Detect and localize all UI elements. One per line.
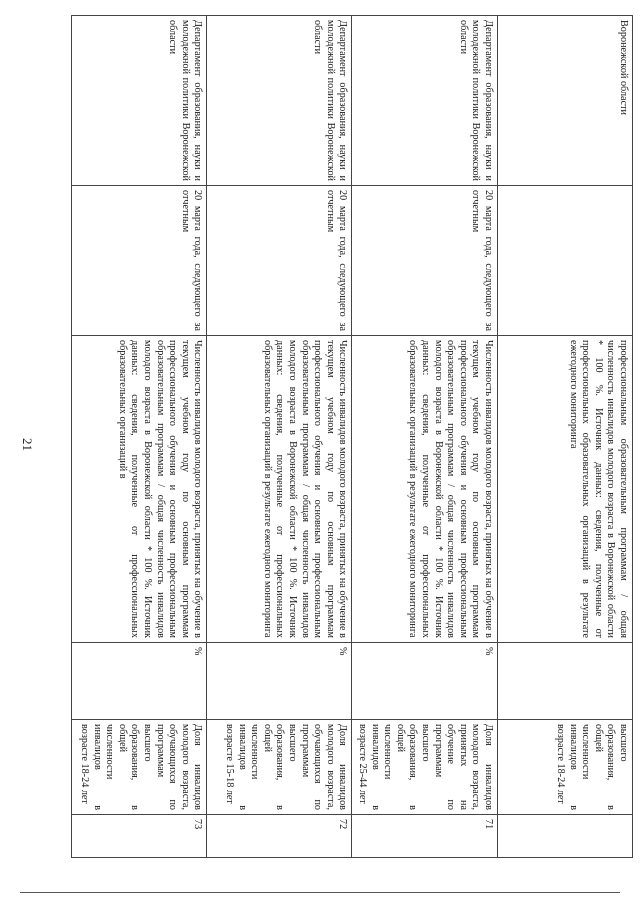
cell-responsible: Департамент образования, науки и молодежной политики Воронежской области bbox=[352, 16, 498, 186]
cell-unit: % bbox=[72, 643, 207, 720]
cell-number: 72 bbox=[207, 815, 352, 858]
table-row bbox=[352, 16, 498, 858]
cell-number: 71 bbox=[352, 815, 498, 858]
page-number: 21 bbox=[20, 438, 35, 451]
cell-number: 73 bbox=[72, 815, 207, 858]
cell-number bbox=[498, 815, 633, 858]
cell-indicator-name: Доля инвалидов молодого возраста, обучающихся по программам высшего образования, в общей численности инвалидов в возрасте 15-18 лет bbox=[207, 720, 352, 815]
cell-unit: % bbox=[352, 643, 498, 720]
cell-method: Численность инвалидов молодого возраста, принятых на обучение в текущем учебном году по основным программам профессионального обучения и основным профессиональным образовательным программам / общая численность инвалидов молодого возраста в Воронежской области * 100 %. Источник данных: сведения, полученные от профессиональных образовательных организаций в результате ежегодного мониторинга bbox=[207, 336, 352, 643]
rotated-table-wrapper bbox=[78, 15, 633, 857]
indicator-table bbox=[71, 15, 633, 858]
cell-unit: % bbox=[207, 643, 352, 720]
cell-responsible: Департамент образования, науки и молодежной политики Воронежской области bbox=[207, 16, 352, 186]
cell-responsible: Департамент образования, науки и молодежной политики Воронежской области bbox=[72, 16, 207, 186]
cell-indicator-name: высшего образования, в общей численности инвалидов в возрасте 18-24 лет bbox=[498, 720, 633, 815]
cell-unit bbox=[498, 643, 633, 720]
cell-deadline: 20 марта года, следующего за отчетным bbox=[207, 186, 352, 336]
cell-deadline bbox=[498, 186, 633, 336]
cell-method: Численность инвалидов молодого возраста, принятых на обучение в текущем учебном году по основным программам профессионального обучения и основным профессиональным образовательным программам / общая численность инвалидов молодого возраста в Воронежской области * 100 %. Источник данных: сведения, полученные от профессиональных образовательных организаций в bbox=[72, 336, 207, 643]
table-row bbox=[72, 16, 207, 858]
bottom-rule bbox=[20, 892, 620, 893]
cell-method: Численность инвалидов молодого возраста, принятых на обучение в текущем учебном году по основным программам профессионального обучения и основным профессиональным образовательным программам / общая численность инвалидов молодого возраста в Воронежской области * 100 %. Источник данных: сведения, полученные от профессиональных образовательных организаций в результате ежегодного мониторинга bbox=[352, 336, 498, 643]
cell-method: профессиональным образовательным программам / общая численность инвалидов молодого возраста в Воронежской области * 100 %. Источник данных: сведения, полученные от профессиональных образовательных организаций в результате ежегодного мониторинга bbox=[498, 336, 633, 643]
cell-deadline: 20 марта года, следующего за отчетным bbox=[72, 186, 207, 336]
cell-indicator-name: Доля инвалидов молодого возраста, обучающихся по программам высшего образования, в общей численности инвалидов в возрасте 18-24 лет bbox=[72, 720, 207, 815]
cell-indicator-name: Доля инвалидов молодого возраста, принятых на обучение по программам высшего образования, в общей численности инвалидов в возрасте 25-44 лет bbox=[352, 720, 498, 815]
cell-responsible: Воронежской области bbox=[498, 16, 633, 186]
table-row bbox=[207, 16, 352, 858]
cell-deadline: 20 марта года, следующего за отчетным bbox=[352, 186, 498, 336]
table-row bbox=[498, 16, 633, 858]
